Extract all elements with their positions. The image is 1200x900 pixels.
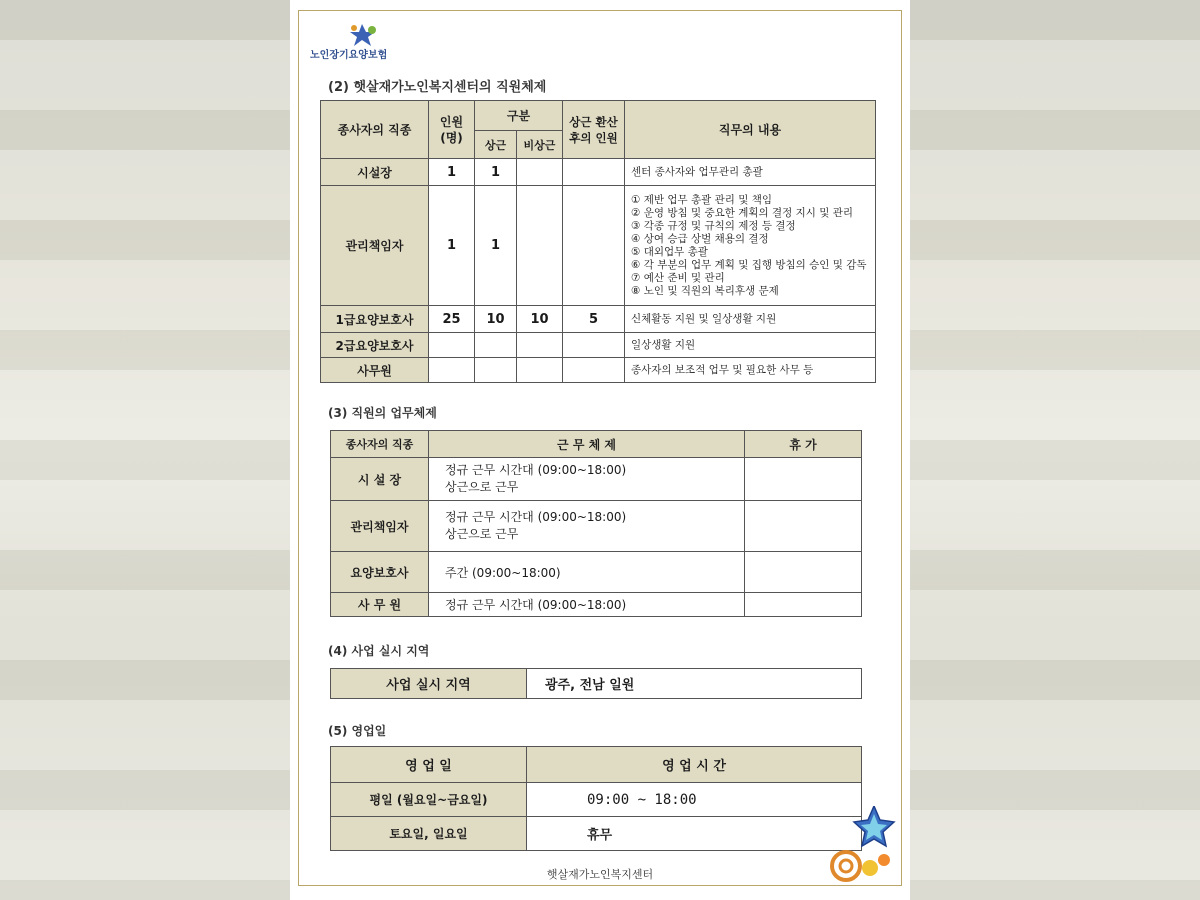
duty-cell [625, 306, 876, 333]
job-cell: 요양보호사 [331, 552, 429, 593]
work-cell [429, 552, 745, 593]
converted-cell [563, 186, 625, 306]
duty-line: 일상생활 지원 [631, 338, 696, 351]
header-parttime: 비상근 [517, 131, 563, 159]
duty-line: ③ 각종 규정 및 규칙의 제정 등 결정 [631, 219, 796, 232]
duty-line: ⑤ 대외업무 총괄 [631, 245, 708, 258]
fulltime-cell [475, 358, 517, 383]
time-cell: 휴무 [527, 817, 862, 851]
fulltime-cell: 1 [475, 186, 517, 306]
header-converted: 상근 환산 후의 인원 [563, 101, 625, 159]
parttime-cell [517, 333, 563, 358]
parttime-cell: 10 [517, 306, 563, 333]
day-cell: 평일 (월요일~금요일) [331, 783, 527, 817]
job-cell: 사 무 원 [331, 593, 429, 617]
converted-cell [563, 159, 625, 186]
fulltime-cell: 10 [475, 306, 517, 333]
duty-line: ⑧ 노인 및 직원의 복리후생 문제 [631, 284, 779, 297]
parttime-cell [517, 159, 563, 186]
converted-cell [563, 333, 625, 358]
header-work: 근 무 체 제 [429, 431, 745, 458]
count-cell: 25 [429, 306, 475, 333]
count-cell: 1 [429, 159, 475, 186]
day-cell: 토요일, 일요일 [331, 817, 527, 851]
region-value: 광주, 전남 일원 [527, 669, 862, 699]
work-line: 정규 근무 시간대 (09:00~18:00) [445, 598, 627, 612]
table-row [321, 186, 876, 306]
duty-cell [625, 186, 876, 306]
table-row [321, 306, 876, 333]
fulltime-cell [475, 333, 517, 358]
duty-line: ④ 상여 승급 상벌 채용의 결정 [631, 232, 769, 245]
fulltime-cell: 1 [475, 159, 517, 186]
table-row [331, 593, 862, 617]
footer-org-name: 햇살재가노인복지센터 [546, 868, 654, 881]
work-line: 정규 근무 시간대 (09:00~18:00) [445, 463, 627, 477]
table-row [331, 783, 862, 817]
table-row [331, 552, 862, 593]
table-row [321, 159, 876, 186]
header-day: 영 업 일 [331, 747, 527, 783]
document-page [290, 0, 910, 900]
duty-line: ⑦ 예산 준비 및 관리 [631, 271, 725, 284]
duty-line: 종사자의 보조적 업무 및 필요한 사무 등 [631, 363, 814, 376]
job-cell: 사무원 [321, 358, 429, 383]
work-cell [429, 458, 745, 501]
table-row [331, 458, 862, 501]
job-cell: 시 설 장 [331, 458, 429, 501]
parttime-cell [517, 358, 563, 383]
work-cell [429, 593, 745, 617]
parttime-cell [517, 186, 563, 306]
header-fulltime: 상근 [475, 131, 517, 159]
decorative-star-icon [826, 806, 896, 886]
leave-cell [745, 501, 862, 552]
duty-cell [625, 358, 876, 383]
job-cell: 1급요양보호사 [321, 306, 429, 333]
region-table [330, 668, 862, 699]
work-line: 주간 (09:00~18:00) [445, 565, 561, 580]
staff-table [320, 100, 876, 383]
header-job: 종사자의 직종 [321, 101, 429, 159]
job-cell: 시설장 [321, 159, 429, 186]
count-cell [429, 333, 475, 358]
table-row [331, 817, 862, 851]
header-job: 종사자의 직종 [331, 431, 429, 458]
work-line: 정규 근무 시간대 (09:00~18:00) [445, 510, 627, 524]
converted-cell: 5 [563, 306, 625, 333]
section3-title: (3) 직원의 업무체제 [328, 406, 437, 420]
logo [310, 22, 388, 61]
count-cell: 1 [429, 186, 475, 306]
work-table [330, 430, 862, 617]
header-leave: 휴 가 [745, 431, 862, 458]
duty-line: ⑥ 각 부분의 업무 계획 및 집행 방침의 승인 및 감독 [631, 258, 867, 271]
header-time: 영 업 시 간 [527, 747, 862, 783]
job-cell: 관리책임자 [331, 501, 429, 552]
leave-cell [745, 458, 862, 501]
header-count: 인원 (명) [429, 101, 475, 159]
section2-title: (2) 햇살재가노인복지센터의 직원체제 [328, 80, 547, 95]
business-hours-table [330, 746, 862, 851]
count-cell [429, 358, 475, 383]
job-cell: 2급요양보호사 [321, 333, 429, 358]
work-line: 상근으로 근무 [445, 480, 519, 494]
duty-line: 신체활동 지원 및 일상생활 지원 [631, 312, 777, 325]
leave-cell [745, 552, 862, 593]
duty-line: 센터 종사자와 업무관리 총괄 [631, 165, 763, 178]
section4-title: (4) 사업 실시 지역 [328, 644, 430, 658]
logo-text: 노인장기요양보험 [310, 50, 388, 61]
converted-cell [563, 358, 625, 383]
work-cell [429, 501, 745, 552]
blurred-background-left [0, 0, 290, 900]
table-row [331, 501, 862, 552]
section5-title: (5) 영업일 [328, 724, 387, 738]
duty-line: ② 운영 방침 및 중요한 계획의 결정 지시 및 관리 [631, 206, 854, 219]
header-category: 구분 [475, 101, 563, 131]
blurred-background-right [910, 0, 1200, 900]
duty-line: ① 제반 업무 총괄 관리 및 책임 [631, 193, 773, 206]
leave-cell [745, 593, 862, 617]
duty-cell [625, 159, 876, 186]
job-cell: 관리책임자 [321, 186, 429, 306]
duty-cell [625, 333, 876, 358]
work-line: 상근으로 근무 [445, 527, 519, 541]
header-duty: 직무의 내용 [625, 101, 876, 159]
table-row [321, 333, 876, 358]
region-label: 사업 실시 지역 [331, 669, 527, 699]
time-cell: 09:00 ~ 18:00 [527, 783, 862, 817]
table-row [321, 358, 876, 383]
